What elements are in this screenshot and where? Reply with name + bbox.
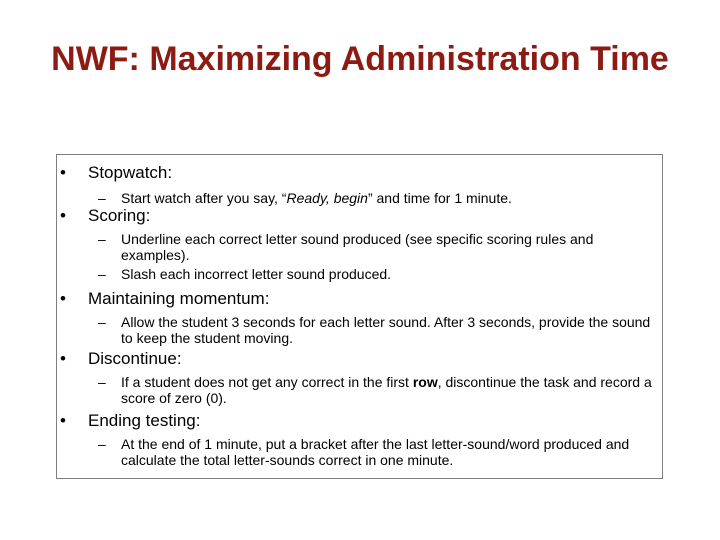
bullet-icon: • <box>60 349 66 368</box>
bullet-icon: • <box>60 411 66 430</box>
content-box <box>56 154 663 479</box>
sub-item-text: Underline each correct letter sound produced (see specific scoring rules and examples). <box>121 231 594 263</box>
dash-icon: – <box>98 266 106 282</box>
sub-item-text: If a student does not get any correct in the first row, discontinue the task and record a score of zero (0). <box>121 374 652 406</box>
bold-text: row <box>412 374 438 390</box>
emphasis-text: Ready, begin <box>286 190 368 206</box>
item-heading: Scoring: <box>88 206 151 225</box>
sub-item-text: At the end of 1 minute, put a bracket after the last letter-sound/word produced and calculate the total letter-sounds correct in one minute. <box>121 436 630 468</box>
dash-icon: – <box>98 436 106 452</box>
dash-icon: – <box>98 314 106 330</box>
item-heading: Maintaining momentum: <box>88 289 270 308</box>
dash-icon: – <box>98 190 106 206</box>
bullet-icon: • <box>60 163 66 182</box>
item-heading: Stopwatch: <box>88 163 173 182</box>
sub-item <box>98 266 664 282</box>
sub-item <box>98 374 664 406</box>
sub-item-text: Allow the student 3 seconds for each letter sound. After 3 seconds, provide the sound to keep the student moving. <box>121 314 651 346</box>
dash-icon: – <box>98 231 106 247</box>
item-heading: Discontinue: <box>88 349 182 368</box>
dash-icon: – <box>98 374 106 390</box>
bullet-icon: • <box>60 206 66 225</box>
bullet-icon: • <box>60 289 66 308</box>
slide-title: NWF: Maximizing Administration Time <box>51 40 669 78</box>
sub-item-text: Slash each incorrect letter sound produced. <box>121 266 392 282</box>
sub-item <box>98 231 664 263</box>
sub-item <box>98 314 664 346</box>
sub-item-text: Start watch after you say, “Ready, begin” and time for 1 minute. <box>121 190 512 206</box>
item-heading: Ending testing: <box>88 411 201 430</box>
sub-item <box>98 436 664 468</box>
sub-item <box>98 190 664 206</box>
